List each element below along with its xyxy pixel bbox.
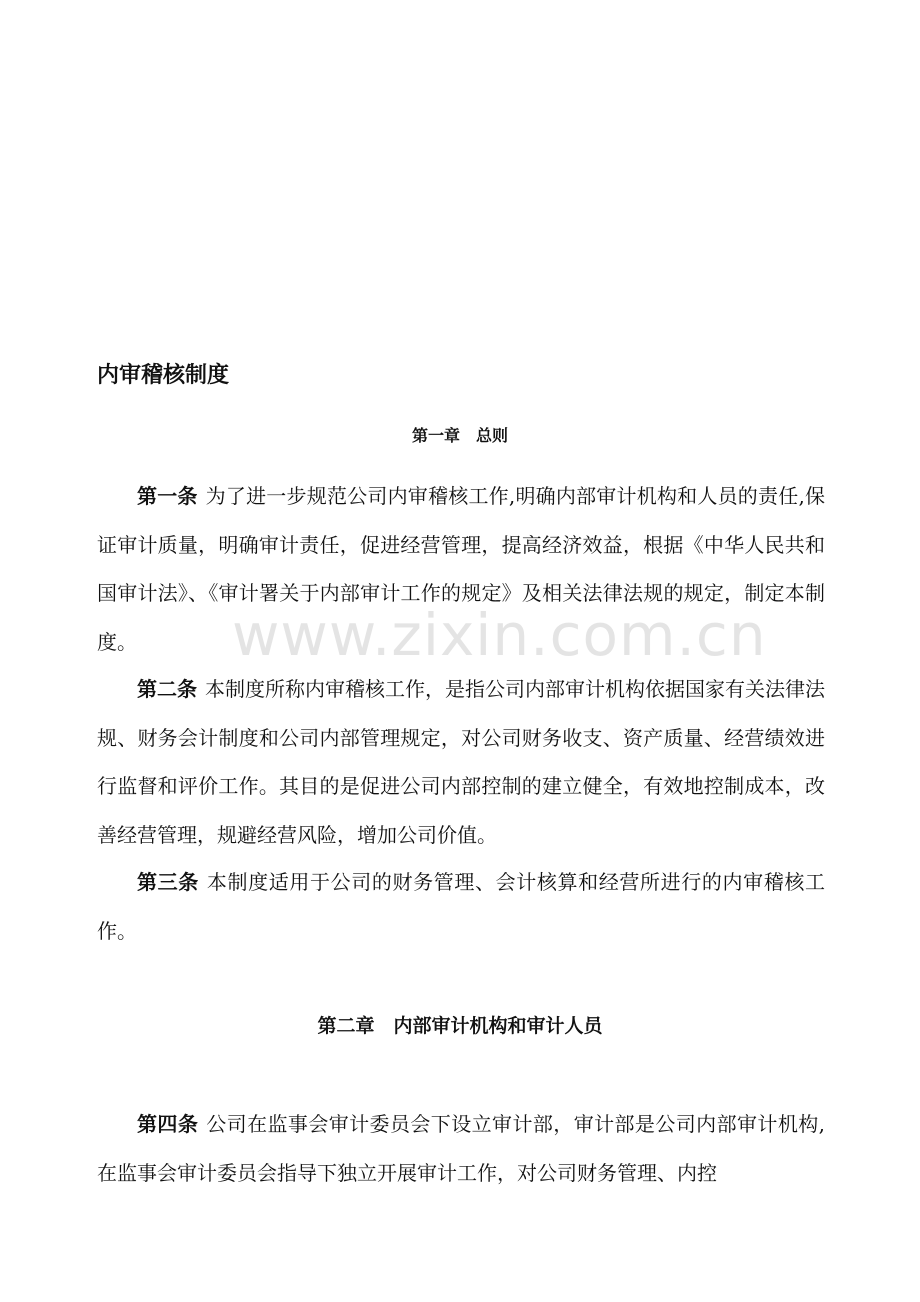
document-title: 内审稽核制度 — [97, 363, 230, 388]
article-text: 本制度适用于公司的财务管理、会计核算和经营所进行的内审稽核工作。 — [97, 870, 825, 943]
article-text: 本制度所称内审稽核工作，是指公司内部审计机构依据国家有关法律法规、财务会计制度和公司内部管理规定，对公司财务收支、资产质量、经营绩效进行监督和评价工作。其目的是促进公司内部控制的建立健全，有效地控制成本，改善经营管理，规避经营风险，增加公司价值。 — [97, 677, 825, 847]
article-label: 第三条 — [137, 870, 199, 894]
article-4 — [97, 1100, 825, 1197]
article-text: 公司在监事会审计委员会下设立审计部，审计部是公司内部审计机构,在监事会审计委员会指导下独立开展审计工作，对公司财务管理、内控 — [97, 1112, 826, 1185]
article-3 — [97, 858, 825, 955]
article-label: 第二条 — [137, 677, 197, 701]
article-label: 第一条 — [137, 484, 198, 508]
article-text: 为了进一步规范公司内审稽核工作,明确内部审计机构和人员的责任,保证审计质量，明确审计责任，促进经营管理，提高经济效益，根据《中华人民共和国审计法》、《审计署关于内部审计工作的规定》及相关法律法规的规定，制定本制度。 — [97, 484, 826, 654]
article-label: 第四条 — [137, 1112, 199, 1136]
article-2 — [97, 665, 825, 859]
article-1 — [97, 472, 825, 666]
watermark: www.zixin.com.cn — [232, 601, 767, 669]
chapter-2-heading: 第二章 内部审计机构和审计人员 — [317, 1015, 603, 1037]
chapter-1-heading: 第一章 总则 — [411, 426, 508, 445]
